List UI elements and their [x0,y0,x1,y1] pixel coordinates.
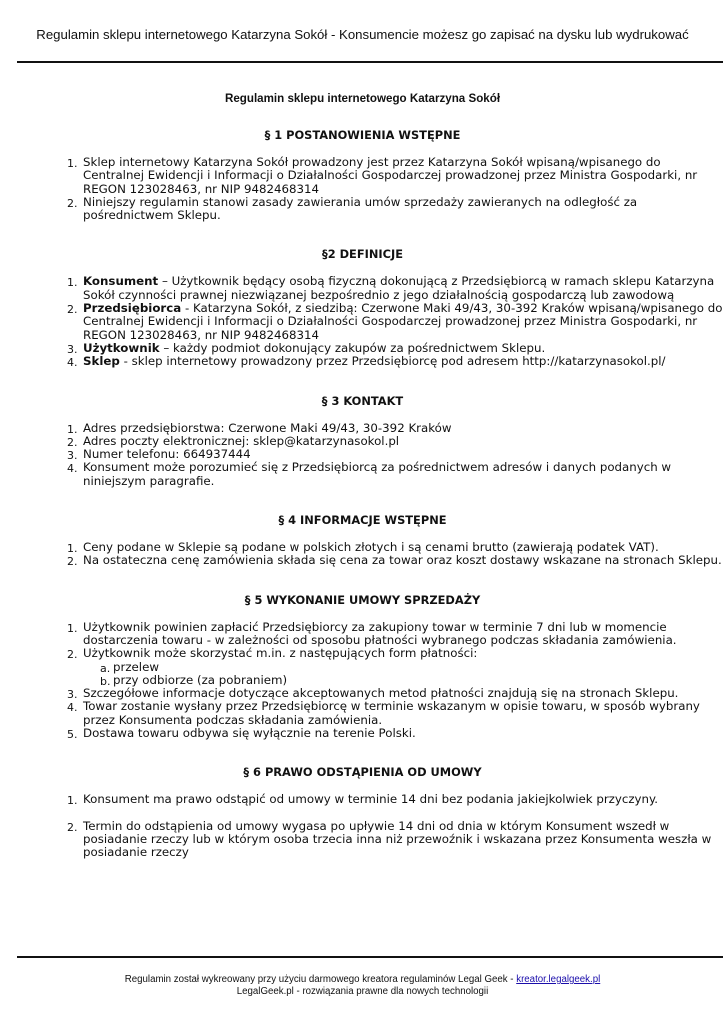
list-item: 2. Niniejszy regulamin stanowi zasady zawierania umów sprzedaży zawieranych na odległość za pośrednictwem Sklepu. [67,194,638,223]
list-item: 1. Użytkownik powinien zapłacić Przedsiębiorcy za zakupiony towar w terminie 7 dni lub w momencie dostarczenia towaru - w zależności od sposobu płatności wybranego podczas składania zamówienia. [67,619,677,647]
document-body [0,128,725,860]
section-2-list [0,275,725,368]
kreator-link[interactable]: kreator.legalgeek.pl [516,974,601,985]
list-item: a. przelew [100,659,159,675]
list-item: 1. Ceny podane w Sklepie są podane w polskich złotych i są cenami brutto (zawierają podatek VAT). [67,540,659,556]
section-title: § 4 INFORMACJE WSTĘPNE [278,513,447,528]
list-item: 3. Numer telefonu: 664937444 [67,447,251,463]
section-title: § 5 WYKONANIE UMOWY SPRZEDAŻY [244,592,481,607]
list-item: b. przy odbiorze (za pobraniem) [100,672,288,688]
section-title: § 1 POSTANOWIENIA WSTĘPNE [264,128,461,142]
section-2 [0,247,725,368]
section-3 [0,394,725,488]
section-title: §2 DEFINICJE [322,247,403,262]
section-1-list [0,156,725,222]
section-1 [0,128,725,222]
list-item: 2. Przedsiębiorca - Katarzyna Sokół, z siedzibą: Czerwone Maki 49/43, 30-392 Kraków wpisaną/wpisanego do Centralnej Ewidencji i Informacji o Działalności Gospodarczej prowadzonej przez Ministra Gospodarki, nr REGON 123028463, nr NIP 9482468314 [67,301,723,342]
section-5 [0,593,725,741]
list-item: 5. Dostawa towaru odbywa się wyłącznie na terenie Polski. [67,726,416,742]
list-item: 1. Konsument – Użytkownik będący osobą fizyczną dokonującą z Przedsiębiorcą w ramach sklepu Katarzyna Sokół czynności prawnej niezwiązanej bezpośrednio z jego działalnością gospodarczą lub zawodową [67,274,715,302]
section-title: § 6 PRAWO ODSTĄPIENIA OD UMOWY [243,765,482,780]
footer-line-2: LegalGeek.pl - rozwiązania prawne dla nowych technologii [236,986,489,997]
document-title: Regulamin sklepu internetowego Katarzyna Sokół [224,92,501,105]
footer-divider [17,956,723,958]
list-item: 1. Sklep internetowy Katarzyna Sokół prowadzony jest przez Katarzyna Sokół wpisaną/wpisanego do Centralnej Ewidencji i Informacji o Działalności Gospodarczej prowadzonej przez Ministra Gospodarki, nr REGON 123028463, nr NIP 9482468314 [67,155,698,196]
section-5-list [0,621,725,741]
page-header: Regulamin sklepu internetowego Katarzyna Sokół - Konsumencie możesz go zapisać na dysku lub wydrukować [36,27,689,42]
list-item: 4. Konsument może porozumieć się z Przedsiębiorcą za pośrednictwem adresów i danych podanych w niniejszym paragrafie. [67,460,672,488]
section-6-list [0,793,725,859]
list-item: 1. Adres przedsiębiorstwa: Czerwone Maki 49/43, 30-392 Kraków [67,420,452,436]
section-title: § 3 KONTAKT [321,393,404,408]
list-item: 2. Użytkownik może skorzystać m.in. z następujących form płatności: a. przelew b. przy odbiorze (za pobraniem) [83,647,725,687]
footer-line-1: Regulamin został wykreowany przy użyciu darmowego kreatora regulaminów Legal Geek - kreator.legalgeek.pl [124,974,601,985]
section-3-list [0,422,725,488]
list-item: 2. Termin do odstąpienia od umowy wygasa po upływie 14 dni od dnia w którym Konsument wszedł w posiadanie rzeczy lub w którym osoba trzecia inna niż przewoźnik i wskazana przez Konsumenta weszła w posiadanie rzeczy [67,818,712,860]
list-item: 1. Konsument ma prawo odstąpić od umowy w terminie 14 dni bez podania jakiejkolwiek przyczyny. [67,792,659,808]
list-item: 2. Na ostateczna cenę zamówienia składa się cena za towar oraz koszt dostawy wskazane na stronach Sklepu. [67,553,722,569]
payment-options-list [83,661,725,688]
header-divider [17,61,723,63]
list-item: 3. Użytkownik – każdy podmiot dokonujący zakupów za pośrednictwem Sklepu. [67,340,546,356]
list-item: 3. Szczegółowe informacje dotyczące akceptowanych metod płatności znajdują się na stronach Sklepu. [67,686,679,702]
list-item: 4. Towar zostanie wysłany przez Przedsiębiorcę w terminie wskazanym w opisie towaru, w sposób wybrany przez Konsumenta podczas składania zamówienia. [67,699,700,727]
section-6 [0,765,725,859]
section-4-list [0,541,725,568]
list-item: 2. Adres poczty elektronicznej: sklep@katarzynasokol.pl [67,433,400,449]
page-footer [0,974,725,998]
section-4 [0,513,725,568]
list-item: 4. Sklep - sklep internetowy prowadzony przez Przedsiębiorcę pod adresem http://katarzynasokol.pl/ [67,354,666,370]
